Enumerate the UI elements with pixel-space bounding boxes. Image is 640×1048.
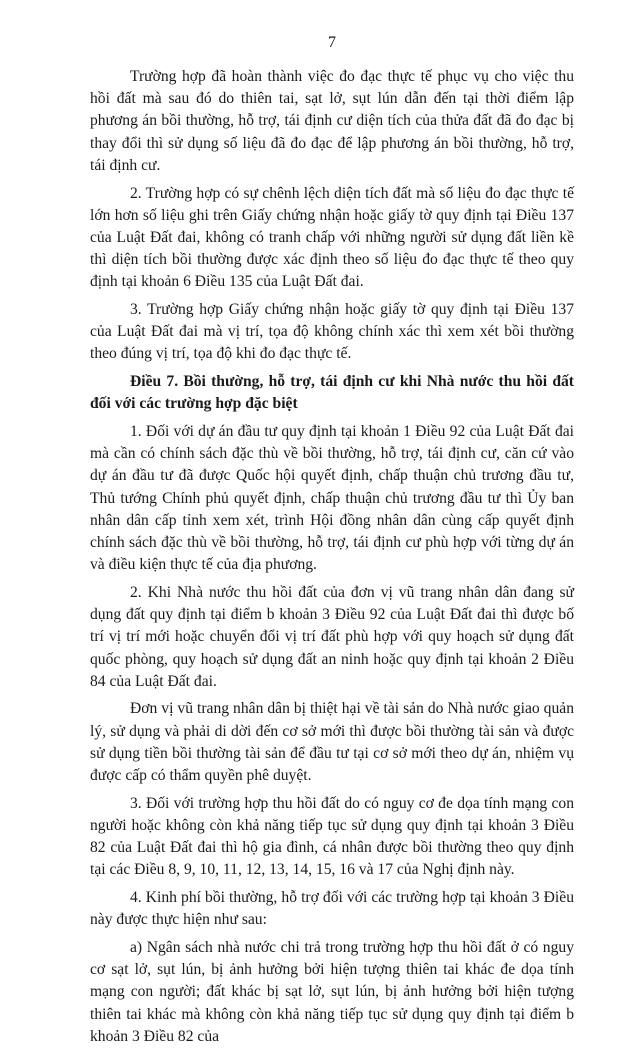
paragraph: Trường hợp đã hoàn thành việc đo đạc thực tế phục vụ cho việc thu hồi đất mà sau đó do thiên tai, sạt lở, sụt lún dẫn đến tại thời điểm lập phương án bồi thường, hỗ trợ, tái định cư diện tích của thửa đất đã đo đạc bị thay đổi thì sử dụng số liệu đã đo đạc để lập phương án bồi thường, hỗ trợ, tái định cư. bbox=[90, 68, 574, 174]
paragraph: 3. Đối với trường hợp thu hồi đất do có nguy cơ đe dọa tính mạng con người hoặc không còn khả năng tiếp tục sử dụng quy định tại khoản 3 Điều 82 của Luật Đất đai thì hộ gia đình, cá nhân được bồi thường theo quy định tại các Điều 8, 9, 10, 11, 12, 13, 14, 15, 16 và 17 của Nghị định này. bbox=[90, 794, 574, 879]
document-body bbox=[90, 66, 574, 1048]
paragraph: Đơn vị vũ trang nhân dân bị thiệt hại về tài sản do Nhà nước giao quản lý, sử dụng và phải di dời đến cơ sở mới thì được bồi thường tài sản và được sử dụng tiền bồi thường tài sản để đầu tư tại cơ sở mới theo dự án, nhiệm vụ được cấp có thẩm quyền phê duyệt. bbox=[90, 700, 574, 785]
paragraph: a) Ngân sách nhà nước chi trả trong trường hợp thu hồi đất ở có nguy cơ sạt lở, sụt lún, bị ảnh hưởng bởi hiện tượng thiên tai khác đe dọa tính mạng con người; đất khác bị sạt lở, sụt lún, bị ảnh hưởng bởi hiện tượng thiên tai khác mà không còn khả năng tiếp tục sử dụng quy định tại điểm b khoản 3 Điều 82 của bbox=[90, 939, 574, 1045]
paragraph: 4. Kinh phí bồi thường, hỗ trợ đối với các trường hợp tại khoản 3 Điều này được thực hiện như sau: bbox=[90, 889, 574, 929]
article-heading: Điều 7. Bồi thường, hỗ trợ, tái định cư khi Nhà nước thu hồi đất đối với các trường hợp đặc biệt bbox=[90, 373, 574, 413]
paragraph: 3. Trường hợp Giấy chứng nhận hoặc giấy tờ quy định tại Điều 137 của Luật Đất đai mà vị trí, tọa độ không chính xác thì xem xét bồi thường theo đúng vị trí, tọa độ khi đo đạc thực tế. bbox=[90, 301, 574, 363]
paragraph: 1. Đối với dự án đầu tư quy định tại khoản 1 Điều 92 của Luật Đất đai mà cần có chính sách đặc thù về bồi thường, hỗ trợ, tái định cư, căn cứ vào dự án đầu tư đã được Quốc hội quyết định, chấp thuận chủ trương đầu tư, Thủ tướng Chính phủ quyết định, chấp thuận chủ trương đầu tư thì Ủy ban nhân dân cấp tỉnh xem xét, trình Hội đồng nhân dân cùng cấp quyết định chính sách đặc thù về bồi thường, hỗ trợ, tái định cư phù hợp với từng dự án và điều kiện thực tế của địa phương. bbox=[90, 423, 574, 574]
paragraph: 2. Trường hợp có sự chênh lệch diện tích đất mà số liệu đo đạc thực tế lớn hơn số liệu ghi trên Giấy chứng nhận hoặc giấy tờ quy định tại Điều 137 của Luật Đất đai, không có tranh chấp với những người sử dụng đất liền kề thì diện tích bồi thường được xác định theo số liệu đo đạc thực tế theo quy định tại khoản 6 Điều 135 của Luật Đất đai. bbox=[90, 184, 574, 291]
page-number: 7 bbox=[328, 34, 336, 51]
paragraph: 2. Khi Nhà nước thu hồi đất của đơn vị vũ trang nhân dân đang sử dụng đất quy định tại điểm b khoản 3 Điều 92 của Luật Đất đai thì được bố trí vị trí mới hoặc chuyển đổi vị trí đất phù hợp với quy hoạch sử dụng đất quốc phòng, quy hoạch sử dụng đất an ninh hoặc quy định tại khoản 2 Điều 84 của Luật Đất đai. bbox=[90, 583, 574, 690]
